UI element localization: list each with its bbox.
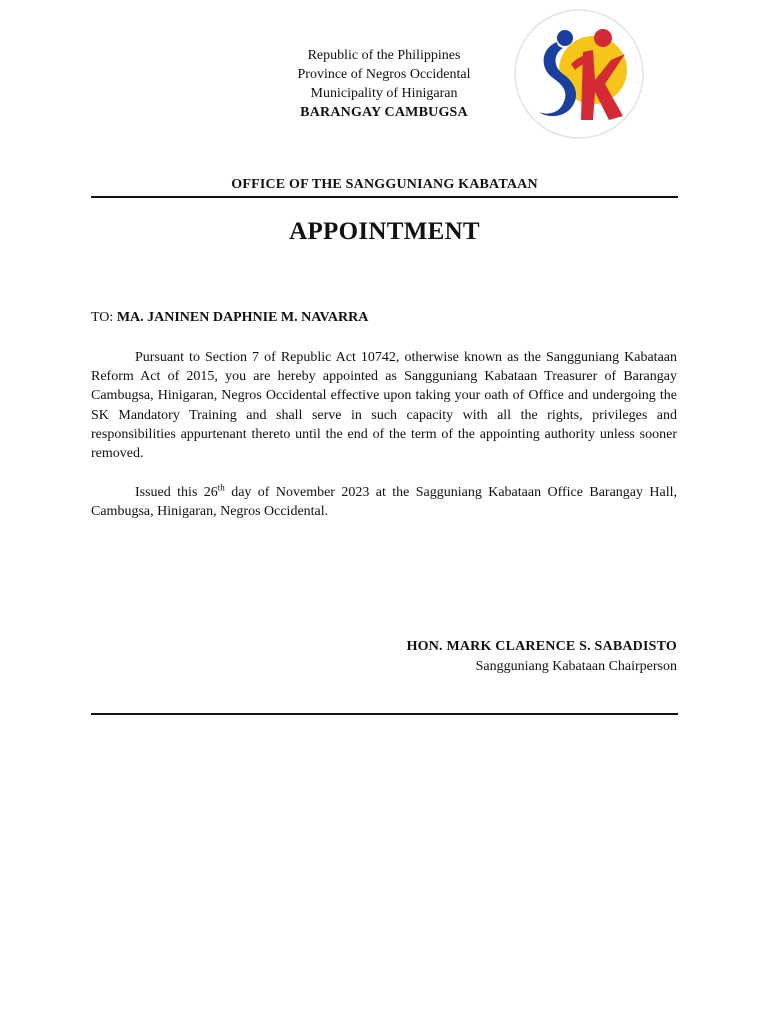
ordinal-suffix: th: [217, 482, 225, 493]
signatory-title: Sangguniang Kabataan Chairperson: [475, 659, 677, 674]
office-title: OFFICE OF THE SANGGUNIANG KABATAAN: [231, 177, 538, 192]
letterhead-municipality: Municipality of Hinigaran: [310, 86, 458, 101]
signatory-block: [407, 637, 677, 677]
issuance-text-start: Issued this 26: [135, 485, 218, 500]
letterhead-province: Province of Negros Occidental: [297, 67, 471, 82]
letterhead-barangay: BARANGAY CAMBUGSA: [300, 105, 468, 120]
sk-logo-icon: [513, 8, 645, 140]
issuance-paragraph: [91, 483, 677, 521]
top-divider: [91, 196, 678, 198]
issuance-text-end: day of November 2023 at the Sagguniang Kabataan Office Barangay Hall, Cambugsa, Hinigaran, Negros Occidental.: [91, 485, 677, 520]
signatory-name: HON. MARK CLARENCE S. SABADISTO: [406, 639, 677, 654]
document-title: APPOINTMENT: [289, 218, 480, 245]
recipient-line: [91, 310, 368, 326]
appointment-paragraph: Pursuant to Section 7 of Republic Act 10742, otherwise known as the Sangguniang Kabataan Reform Act of 2015, you are hereby appointed as Sangguniang Kabataan Treasurer of Barangay Cambugsa, Hinigaran, Negros Occidental effective upon taking your oath of Office and undergoing the SK Mandatory Training and shall serve in such capacity with all the rights, privileges and responsibilities appurtenant thereto until the end of the term of the appointing authority unless sooner removed.: [91, 350, 677, 462]
recipient-prefix: TO:: [91, 310, 114, 325]
bottom-divider: [91, 713, 678, 715]
letterhead-country: Republic of the Philippines: [307, 48, 461, 63]
recipient-name: MA. JANINEN DAPHNIE M. NAVARRA: [116, 310, 369, 325]
letterhead: [220, 46, 548, 122]
